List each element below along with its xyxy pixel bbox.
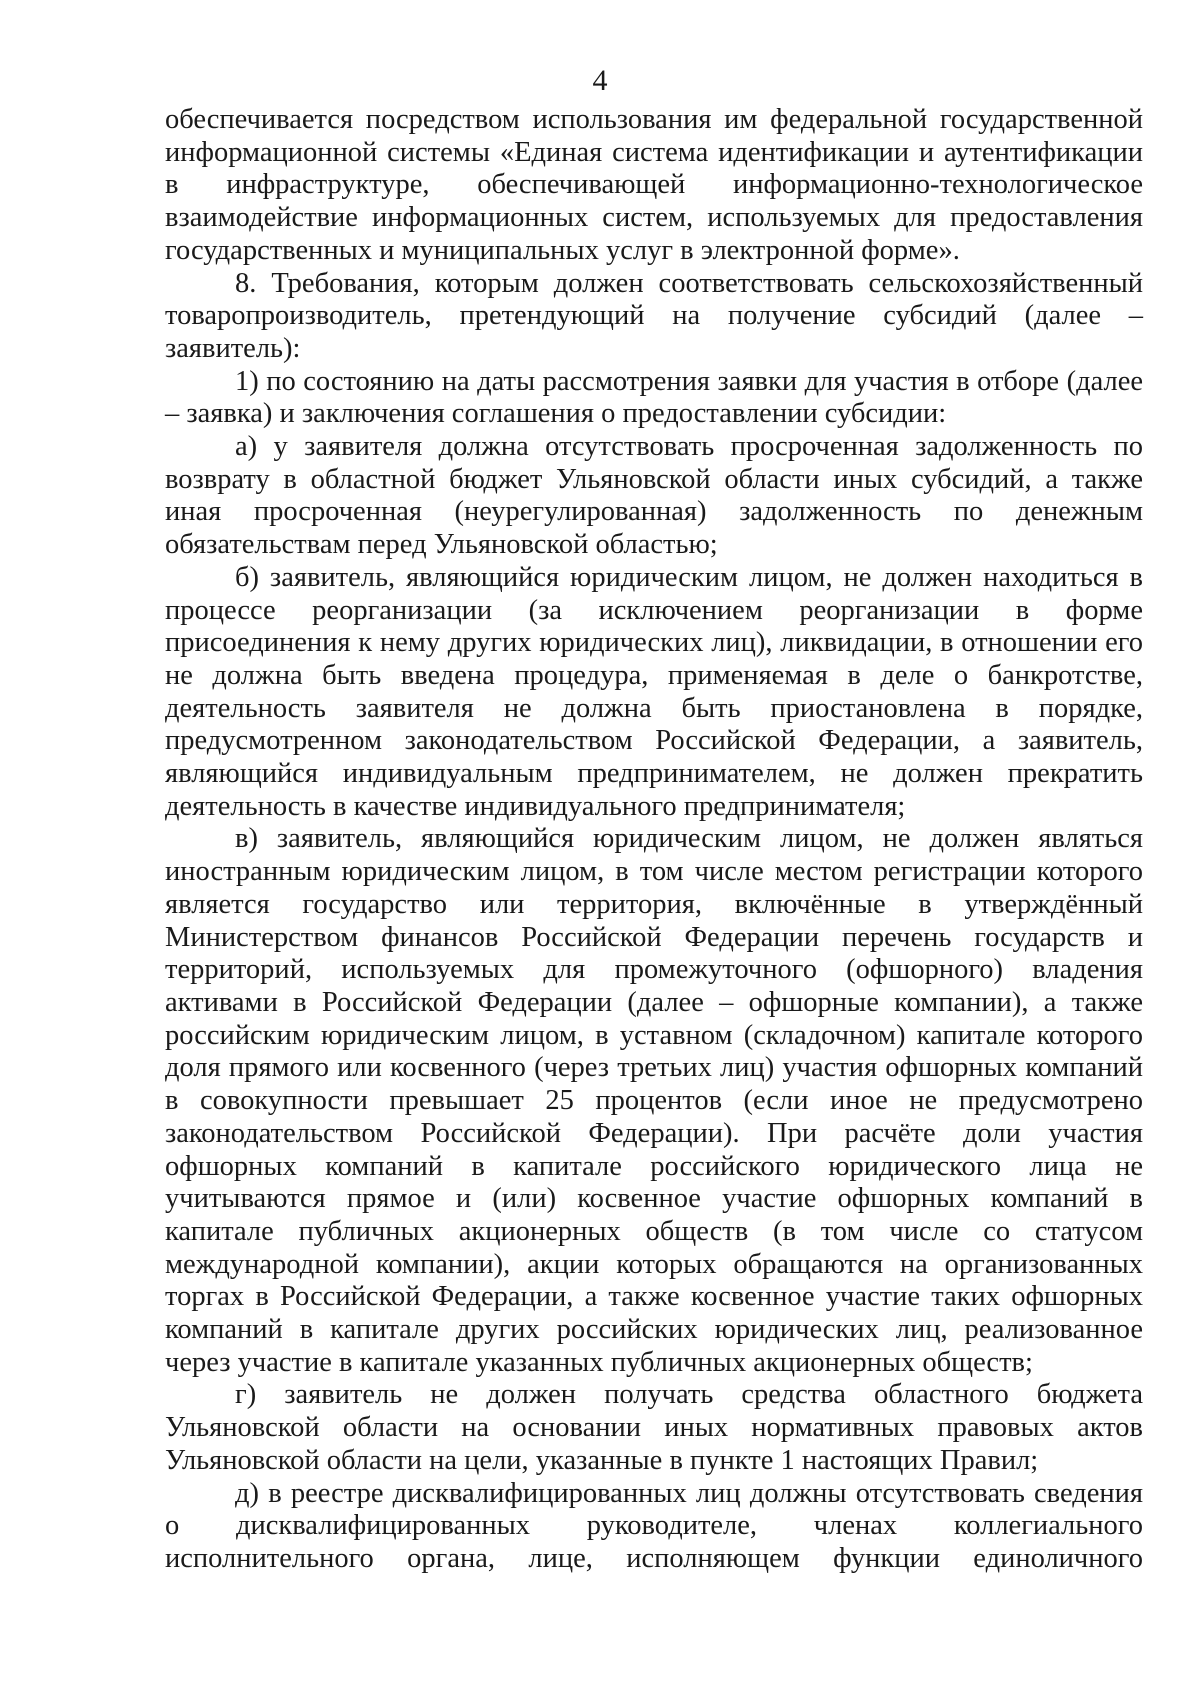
paragraph-subitem-b: б) заявитель, являющийся юридическим лицом, не должен находиться в процессе реорганизации (за исключением реорганизации в форме присоединения к нему других юридических лиц), ликвидации, в отношении его не должна быть введена процедура, применяемая в деле о банкротстве, деятельность заявителя не должна быть приостановлена в порядке, предусмотренном законодательством Российской Федерации, а заявитель, являющийся индивидуальным предпринимателем, не должен прекратить деятельность в качестве индивидуального предпринимателя;: [165, 561, 1143, 822]
paragraph-subitem-1: 1) по состоянию на даты рассмотрения заявки для участия в отборе (далее – заявка) и заключения соглашения о предоставлении субсидии:: [165, 365, 1143, 430]
page-number: 4: [592, 64, 608, 97]
document-body: [165, 104, 1143, 1576]
paragraph-continuation: обеспечивается посредством использования им федеральной государственной информационной системы «Единая система идентификации и аутентификации в инфраструктуре, обеспечивающей информационно-технологическое взаимодействие информационных систем, используемых для предоставления государственных и муниципальных услуг в электронной форме».: [165, 104, 1143, 266]
paragraph-subitem-a: а) у заявителя должна отсутствовать просроченная задолженность по возврату в областной бюджет Ульяновской области иных субсидий, а также иная просроченная (неурегулированная) задолженность по денежным обязательствам перед Ульяновской областью;: [165, 431, 1143, 561]
paragraph-subitem-v: в) заявитель, являющийся юридическим лицом, не должен являться иностранным юридическим лицом, в том числе местом регистрации которого является государство или территория, включённые в утверждённый Министерством финансов Российской Федерации перечень государств и территорий, используемых для промежуточного (офшорного) владения активами в Российской Федерации (далее – офшорные компании), а также российским юридическим лицом, в уставном (складочном) капитале которого доля прямого или косвенного (через третьих лиц) участия офшорных компаний в совокупности превышает 25 процентов (если иное не предусмотрено законодательством Российской Федерации). При расчёте доли участия офшорных компаний в капитале российского юридического лица не учитываются прямое и (или) косвенное участие офшорных компаний в капитале публичных акционерных обществ (в том числе со статусом международной компании), акции которых обращаются на организованных торгах в Российской Федерации, а также косвенное участие таких офшорных компаний в капитале других российских юридических лиц, реализованное через участие в капитале указанных публичных акционерных обществ;: [165, 823, 1143, 1378]
paragraph-item-8: 8. Требования, которым должен соответствовать сельскохозяйственный товаропроизводитель, претендующий на получение субсидий (далее – заявитель):: [165, 267, 1143, 364]
paragraph-subitem-d: д) в реестре дисквалифицированных лиц должны отсутствовать сведения о дисквалифицированных руководителе, членах коллегиального исполнительного органа, лице, исполняющем функции единоличного: [165, 1477, 1143, 1574]
paragraph-subitem-g: г) заявитель не должен получать средства областного бюджета Ульяновской области на основании иных нормативных правовых актов Ульяновской области на цели, указанные в пункте 1 настоящих Правил;: [165, 1379, 1143, 1476]
